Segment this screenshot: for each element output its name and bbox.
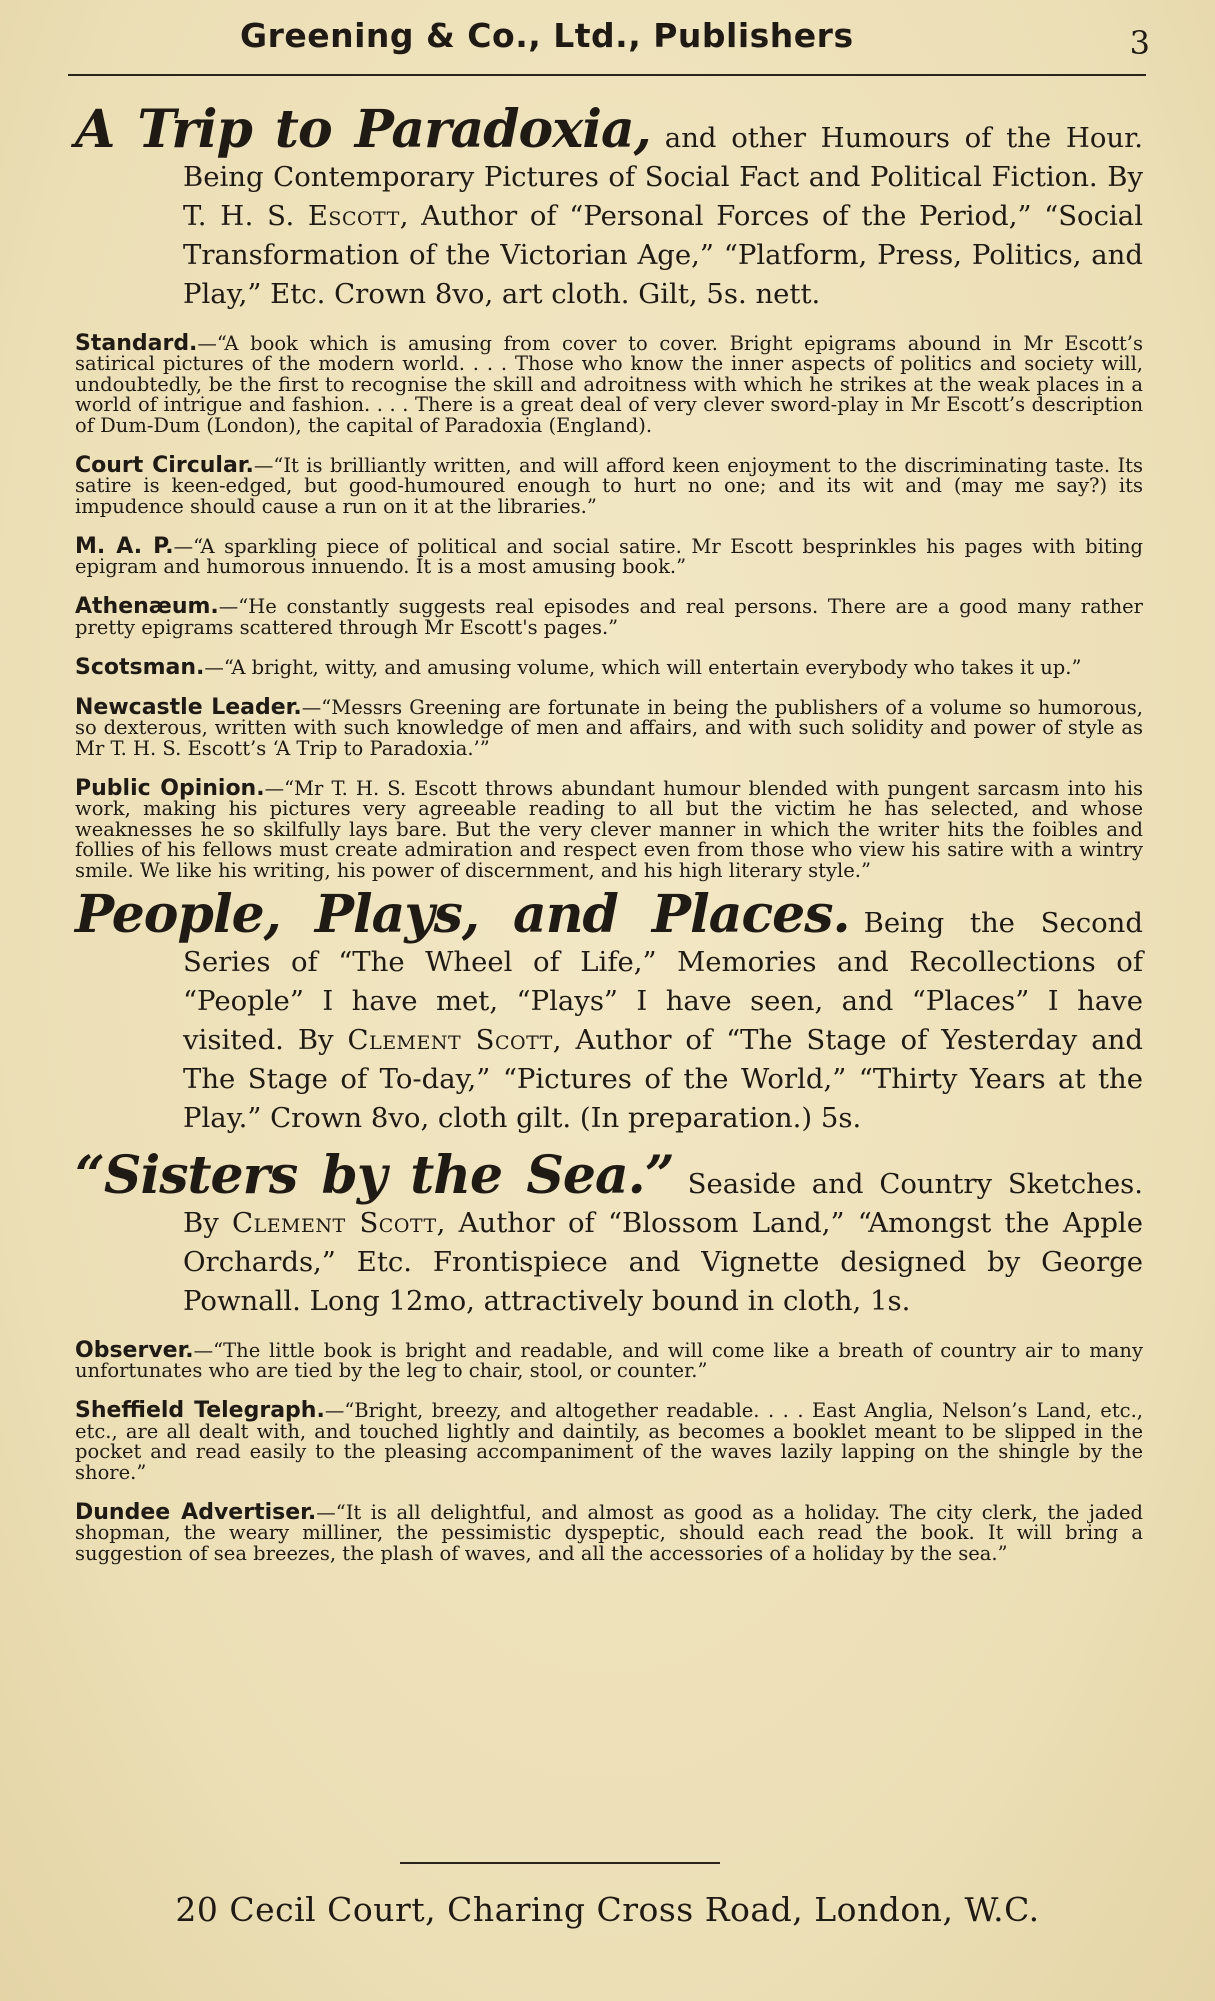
book-description [75,99,1144,314]
book-title: A Trip to Paradoxia, [75,99,651,160]
description-tail: , Author of “Personal Forces of the Period,” “Social Transformation of the Victorian Age,” “Platform, Press, Politics, and Play,” Etc. Crown 8vo, art cloth. Gilt, 5s. nett. [183,200,1144,310]
book-title: People, Plays, and Places. [75,884,850,945]
review-source: Scotsman. [75,654,205,680]
book-description [75,884,1144,1138]
running-title: Greening & Co., Ltd., Publishers [240,16,854,55]
review-item [75,533,1143,578]
review-item [75,775,1143,882]
review-item [75,1398,1143,1484]
review-text: —“The little book is bright and readable, and will come like a breath of country air to many unfortunates who are tied by the leg to chair, stool, or counter.” [75,1338,1143,1382]
description-tail: , Author of “The Stage of Yesterday and The Stage of To-day,” “Pictures of the World,” “Thirty Years at the Play.” Crown 8vo, cloth gilt. (In preparation.) 5s. [183,1024,1143,1134]
review-text: —“A book which is amusing from cover to cover. Bright epigrams abound in Mr Escott’s satirical pictures of the modern world. . . . Those who know the inner aspects of politics and society will, undoubtedly, be the first to recognise the skill and adroitness with which he strikes at the weak places in a world of intrigue and fashion. . . . There is a great deal of very clever sword-play in Mr Escott’s description of Dum-Dum (London), the capital of Paradoxia (England). [75,331,1143,437]
book-entry [75,1145,1144,1565]
description-lead: and other Humours of the Hour. Being Contemporary Pictures of Social Fact and Political Fiction. By [183,122,1143,193]
author-name: Clement Scott [347,1024,553,1056]
catalogue-content [75,99,1144,1570]
review-item [75,694,1143,760]
review-item [75,1499,1143,1565]
book-entry [75,884,1144,1138]
publisher-address: 20 Cecil Court, Charing Cross Road, London, W.C. [175,1890,1040,1929]
review-text: —“A bright, witty, and amusing volume, which will entertain everybody who takes it up.” [204,655,1082,679]
review-text: —“Bright, breezy, and altogether readable. . . . East Anglia, Nelson’s Land, etc., etc., are all dealt with, and touched lightly and daintily, as becomes a booklet meant to be slipped in the pocket and read easily to the pleasing accompaniment of the waves lazily lapping on the shingle by the shore.” [75,1399,1143,1484]
review-source: Sheffield Telegraph. [75,1398,325,1423]
review-source: Athenæum. [75,594,219,619]
page-number: 3 [1129,24,1150,62]
book-description [75,1145,1144,1321]
review-source: Dundee Advertiser. [75,1499,317,1525]
review-item [75,594,1143,639]
description-lead: Being the Second Series of “The Wheel of Life,” Memories and Recollections of “People” I have met, “Plays” I have seen, and “Places” I have visited. By [183,907,1144,1056]
running-header [70,14,1150,64]
review-source: Public Opinion. [75,775,265,801]
review-text: —“Messrs Greening are fortunate in being the publishers of a volume so humorous, so dexterous, written with such knowledge of men and affairs, and with such solidity and power of style as Mr T. H. S. Escott’s ‘A Trip to Paradoxia.’” [75,695,1143,760]
review-text: —“He constantly suggests real episodes and real persons. There are a good many rather pretty epigrams scattered through Mr Escott's pages.” [75,595,1143,639]
review-item [75,330,1143,437]
review-text: —“It is all delightful, and almost as good as a holiday. The city clerk, the jaded shopman, the weary milliner, the pessimistic dyspeptic, should each read the book. It will bring a suggestion of sea breezes, the plash of waves, and all the accessories of a holiday by the sea.” [75,1500,1143,1565]
review-text: —“It is brilliantly written, and will afford keen enjoyment to the discriminating taste. Its satire is keen-edged, but good-humoured enough to hurt no one; and its wit and (may me say?) its impudence should cause a run on it at the libraries.” [75,453,1143,518]
review-text: —“A sparkling piece of political and social satire. Mr Escott besprinkles his pages with biting epigram and humorous innuendo. It is a most amusing book.” [75,534,1143,578]
review-source: Observer. [75,1337,194,1363]
review-item [75,1337,1143,1382]
author-name: T. H. S. Escott [183,200,400,232]
book-entry [75,99,1144,882]
header-rule [68,74,1146,76]
description-tail: , Author of “Blossom Land,” “Amongst the Apple Orchards,” Etc. Frontispiece and Vignette designed by George Pownall. Long 12mo, attractively bound in cloth, 1s. [183,1207,1144,1317]
author-name: Clement Scott [232,1207,437,1239]
review-text: —“Mr T. H. S. Escott throws abundant humour blended with pungent sarcasm into his work, making his pictures very agreeable reading to all but the victim he has selected, and whose weaknesses he so skilfully lays bare. But the very clever manner in which the writer hits the foibles and follies of his fellows must create admiration and respect even from those who view his satire with a wintry smile. We like his writing, his power of discernment, and his high literary style.” [75,776,1143,882]
review-list [75,1337,1143,1565]
review-source: Court Circular. [75,452,254,478]
review-source: Standard. [75,330,198,356]
description-lead: Seaside and Country Sketches. By [183,1168,1143,1239]
review-list [75,330,1143,882]
footer-rule [400,1862,720,1864]
review-item [75,654,1143,680]
book-title: “Sisters by the Sea.” [75,1145,674,1206]
review-source: Newcastle Leader. [75,694,302,720]
review-item [75,452,1143,518]
review-source: M. A. P. [75,533,174,559]
